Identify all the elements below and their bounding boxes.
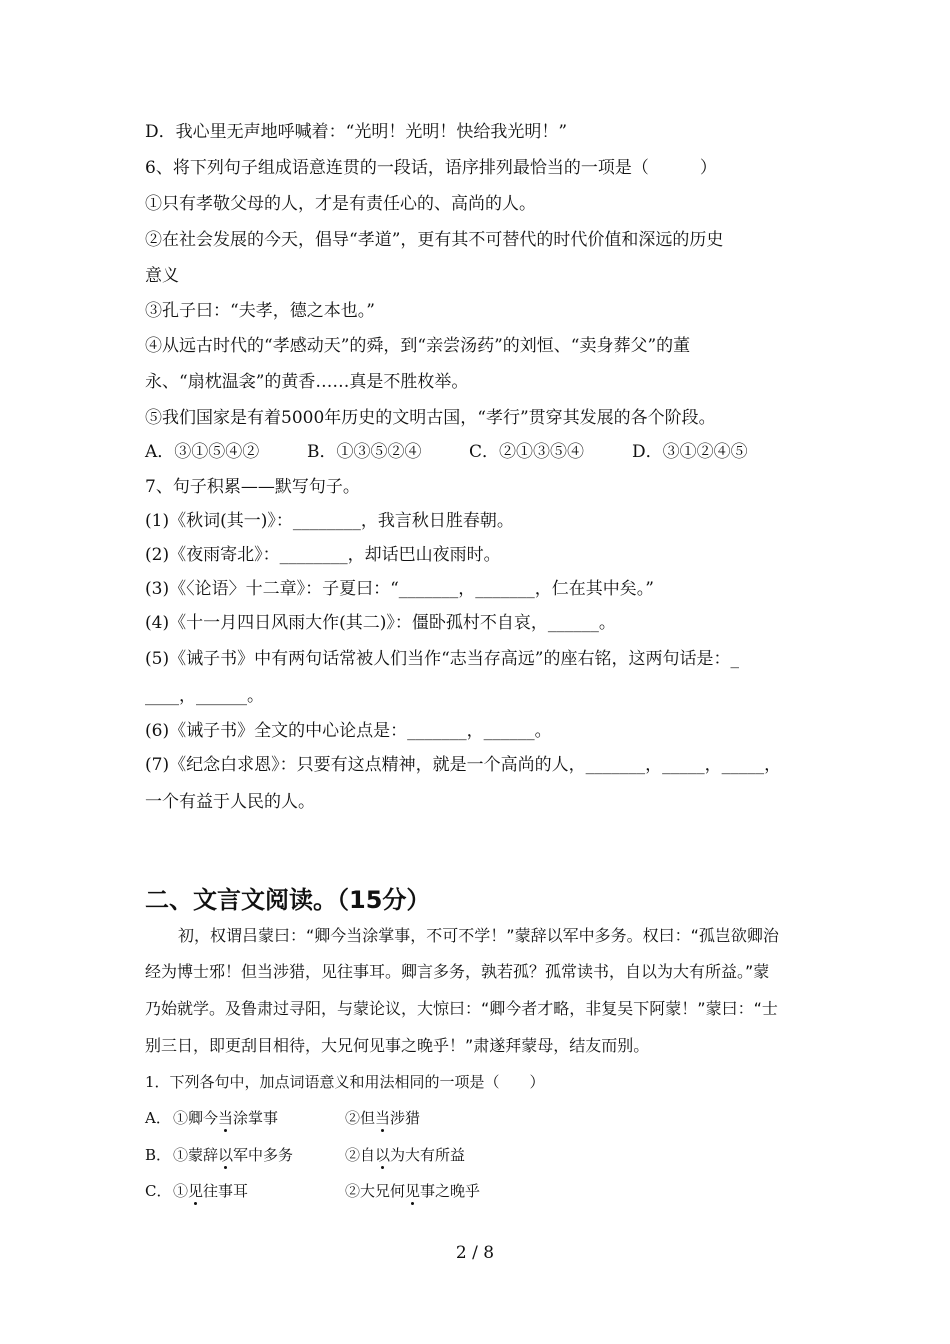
- q6-sentence-5: ⑤我们国家是有着5000年历史的文明古国，“孝行”贯穿其发展的各个阶段。: [145, 408, 716, 428]
- q7-item-6: (6)《诫子书》全文的中心论点是：_______，______。: [145, 721, 552, 741]
- q7-item-5a: (5)《诫子书》中有两句话常被人们当作“志当存高远”的座右铭，这两句话是：_: [145, 649, 739, 669]
- q6-sentence-1: ①只有孝敬父母的人，才是有责任心的、高尚的人。: [145, 194, 536, 214]
- q6-sentence-4a: ④从远古时代的“孝感动天”的舜，到“亲尝汤药”的刘恒、“卖身葬父”的董: [145, 336, 691, 356]
- reading-q1-option-a-2: ②但当涉猎: [345, 1109, 421, 1127]
- reading-q1-option-c-2: ②大兄何见事之晚乎: [345, 1182, 481, 1200]
- passage-line-2: 经为博士邪！但当涉猎，见往事耳。卿言多务，孰若孤？孤常读书，自以为大有所益。”蒙: [145, 962, 770, 981]
- reading-q1-option-a: A． ①卿今当涂掌事: [145, 1106, 278, 1130]
- q7-item-4: (4)《十一月四日风雨大作(其二)》：僵卧孤村不自哀，______。: [145, 613, 616, 633]
- reading-q1-option-c: C． ①见往事耳: [145, 1179, 248, 1203]
- q6-title: 6、将下列句子组成语意连贯的一段话，语序排列最恰当的一项是（ ）: [145, 158, 717, 178]
- passage-line-3: 乃始就学。及鲁肃过寻阳，与蒙论议，大惊曰：“卿今者才略，非复吴下阿蒙！”蒙曰：“士: [145, 999, 778, 1018]
- dotted-word: 以: [375, 1146, 391, 1164]
- q7-item-7b: 一个有益于人民的人。: [145, 792, 315, 812]
- q6-sentence-2a: ②在社会发展的今天，倡导“孝道”，更有其不可替代的时代价值和深远的历史: [145, 230, 724, 250]
- reading-q1-title: 1．下列各句中，加点词语意义和用法相同的一项是（ ）: [145, 1073, 545, 1091]
- q6-option-d: D．③①②④⑤: [632, 442, 748, 462]
- dotted-word: 当: [375, 1109, 391, 1127]
- q6-option-b: B．①③⑤②④: [307, 442, 422, 462]
- q7-item-2: (2)《夜雨寄北》：________，却话巴山夜雨时。: [145, 545, 501, 565]
- q7-item-3: (3)《〈论语〉十二章》：子夏曰：“_______，_______，仁在其中矣。”: [145, 579, 654, 599]
- dotted-word: 见: [405, 1182, 421, 1200]
- dotted-word: 以: [218, 1146, 234, 1164]
- q6-option-c: C．②①③⑤④: [469, 442, 585, 462]
- dotted-word: 当: [218, 1109, 234, 1127]
- q6-sentence-2b: 意义: [145, 266, 179, 286]
- reading-q1-option-b: B． ①蒙辞以军中多务: [145, 1143, 293, 1167]
- option-label: B．: [145, 1146, 172, 1164]
- q7-title: 7、句子积累——默写句子。: [145, 477, 360, 497]
- dotted-word: 见: [188, 1182, 204, 1200]
- q7-item-7a: (7)《纪念白求恩》：只要有这点精神，就是一个高尚的人，_______，_____，_____，: [145, 755, 782, 775]
- passage-line-1: 初，权谓吕蒙曰：“卿今当涂掌事，不可不学！”蒙辞以军中多务。权曰：“孤岂欲卿治: [178, 926, 779, 945]
- section-heading: 二、文言文阅读。（15分）: [145, 886, 431, 914]
- q6-option-a: A．③①⑤④②: [145, 442, 260, 462]
- q6-sentence-3: ③孔子曰：“夫孝，德之本也。”: [145, 301, 375, 321]
- q6-sentence-4b: 永、“扇枕温衾”的黄香……真是不胜枚举。: [145, 372, 469, 392]
- option-label: C．: [145, 1182, 172, 1200]
- page-number: 2 / 8: [455, 1243, 495, 1263]
- passage-line-4: 别三日，即更刮目相待，大兄何见事之晚乎！”肃遂拜蒙母，结友而别。: [145, 1036, 650, 1055]
- option-label: A．: [145, 1109, 171, 1127]
- reading-q1-option-b-2: ②自以为大有所益: [345, 1146, 466, 1164]
- q5-option-d: D．我心里无声地呼喊着：“光明！光明！快给我光明！”: [145, 122, 568, 142]
- q7-item-5b: ____，______。: [145, 686, 264, 706]
- q7-item-1: (1)《秋词(其一)》：________，我言秋日胜春朝。: [145, 511, 514, 531]
